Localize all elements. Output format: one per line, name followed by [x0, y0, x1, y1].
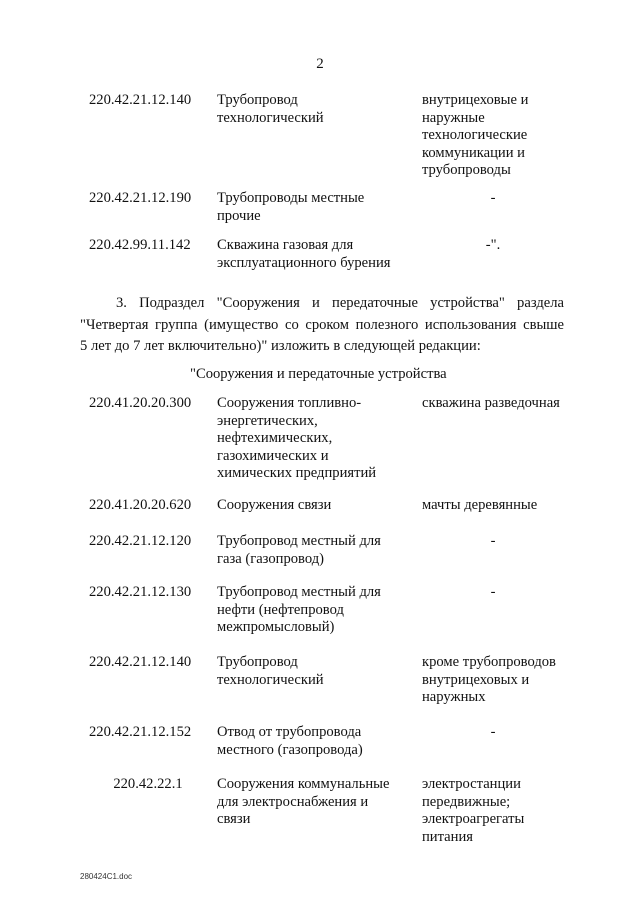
- item-name-line: технологический: [217, 109, 324, 126]
- item-note: [422, 92, 582, 180]
- item-name-line: Сооружения коммунальные: [217, 776, 390, 792]
- paragraph-line: 3. Подраздел "Сооружения и передаточные устройства" раздела: [116, 295, 564, 311]
- amendment-paragraph: [80, 293, 564, 358]
- item-name-line: для электроснабжения и: [217, 793, 369, 810]
- item-note-line: питания: [422, 828, 473, 845]
- item-note: -: [490, 190, 496, 206]
- item-note-line: наружных: [422, 689, 486, 706]
- item-note-line: коммуникации и: [422, 144, 525, 161]
- item-note-line: скважина разведочная: [422, 395, 560, 411]
- item-name-line: технологический: [217, 671, 324, 688]
- item-name: [217, 497, 407, 515]
- item-name-line: связи: [217, 811, 251, 828]
- item-name-line: Сооружения связи: [217, 497, 332, 513]
- classification-code: 220.42.21.12.130: [89, 584, 192, 600]
- item-name: [217, 584, 407, 637]
- item-name-line: Трубопровод местный для: [217, 584, 381, 600]
- classification-code: 220.42.21.12.152: [89, 724, 192, 740]
- item-note-line: мачты деревянные: [422, 497, 538, 513]
- item-note: -: [490, 584, 496, 600]
- item-name: [217, 92, 407, 127]
- item-name: [217, 724, 407, 759]
- item-name-line: Отвод от трубопровода: [217, 724, 362, 740]
- classification-code: 220.41.20.20.620: [89, 497, 192, 513]
- item-name-line: эксплуатационного бурения: [217, 254, 391, 271]
- item-name: [217, 395, 407, 483]
- item-note: -: [490, 724, 496, 740]
- item-name: [217, 533, 407, 568]
- item-note-line: электроагрегаты: [422, 811, 525, 828]
- item-name-line: нефти (нефтепровод: [217, 601, 344, 618]
- item-name-line: нефтехимических,: [217, 430, 333, 447]
- item-name-line: Скважина газовая для: [217, 237, 354, 253]
- item-note: -".: [485, 237, 501, 253]
- item-name-line: межпромысловый): [217, 619, 335, 636]
- paragraph-line: 5 лет до 7 лет включительно)" изложить в следующей редакции:: [80, 338, 481, 354]
- item-name: [217, 776, 407, 829]
- item-name-line: энергетических,: [217, 412, 318, 429]
- item-note-line: наружные: [422, 109, 485, 126]
- item-note: [422, 776, 582, 846]
- item-name: [217, 237, 407, 272]
- item-name-line: Трубопровод: [217, 92, 298, 108]
- page-number: 2: [316, 56, 324, 72]
- classification-code: 220.42.21.12.140: [89, 654, 192, 670]
- item-name-line: Трубопровод: [217, 654, 298, 670]
- item-note-line: электростанции: [422, 776, 521, 792]
- item-name: [217, 190, 407, 225]
- item-name-line: прочие: [217, 207, 261, 224]
- item-name-line: газохимических и: [217, 447, 329, 464]
- item-note-line: трубопроводы: [422, 162, 511, 179]
- item-name-line: Трубопровод местный для: [217, 533, 381, 549]
- item-name-line: Трубопроводы местные: [217, 190, 365, 206]
- item-name-line: газа (газопровод): [217, 550, 325, 567]
- item-note-line: передвижные;: [422, 793, 511, 810]
- item-note: [422, 497, 582, 515]
- item-note-line: кроме трубопроводов: [422, 654, 556, 670]
- item-note: [422, 654, 582, 707]
- classification-code: 220.42.99.11.142: [89, 237, 191, 253]
- item-name-line: местного (газопровода): [217, 741, 363, 758]
- item-note: -: [490, 533, 496, 549]
- classification-code: 220.42.21.12.190: [89, 190, 192, 206]
- classification-code: 220.42.21.12.140: [89, 92, 192, 108]
- classification-code: 220.42.21.12.120: [89, 533, 192, 549]
- item-name: [217, 654, 407, 689]
- classification-code: 220.42.22.1: [113, 776, 183, 792]
- item-note-line: технологические: [422, 127, 528, 144]
- section-subheading: "Сооружения и передаточные устройства: [190, 366, 447, 382]
- item-name-line: Сооружения топливно-: [217, 395, 362, 411]
- document-filename: 280424C1.doc: [80, 872, 133, 881]
- item-note-line: внутрицеховых и: [422, 671, 530, 688]
- item-note: [422, 395, 582, 413]
- classification-code: 220.41.20.20.300: [89, 395, 192, 411]
- paragraph-line: "Четвертая группа (имущество со сроком полезного использования свыше: [80, 316, 564, 333]
- item-note-line: внутрицеховые и: [422, 92, 529, 108]
- item-name-line: химических предприятий: [217, 465, 377, 482]
